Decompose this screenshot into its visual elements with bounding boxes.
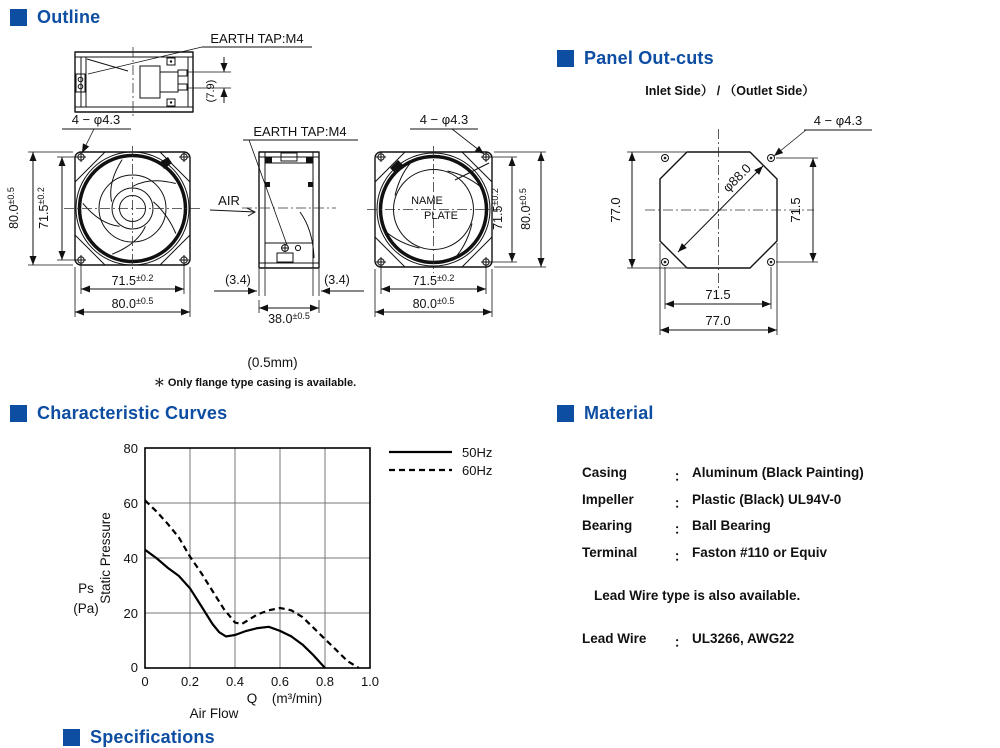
material-colon: ： [674,495,688,511]
outline-tolerance-note: (0.5mm) [247,355,298,370]
material-row-value: Aluminum (Black Painting) [692,465,864,480]
chart-legend [389,445,492,478]
characteristic-curves-section-heading [10,403,227,424]
material-row-label: Impeller [582,491,634,507]
back-holes-label: 4 − φ4.3 [419,112,469,127]
characteristic-curves-title: Characteristic Curves [37,403,228,423]
curve-60Hz [145,500,359,668]
material-row-label: Terminal [582,544,638,560]
nameplate-line1: NAME [411,195,443,207]
panel-outcuts-subtitle: Inlet Side） / （Outlet Side） [645,84,815,98]
outline-back-view [367,112,546,317]
outline-front-view [6,112,200,317]
outline-flange-note: ＊ Only flange type casing is available. [153,377,357,389]
characteristic-chart [73,441,492,721]
xtick-08: 0.8 [315,674,335,689]
section-bullet-icon [557,50,574,67]
material-row-value: Plastic (Black) UL94V-0 [692,491,842,507]
lead-wire-value: UL3266, AWG22 [692,631,795,646]
chart-gridlines [145,448,370,668]
back-dim-715-right: $71.5^{\pm 0.2}$ [490,188,505,230]
y-axis-name: Static Pressure [98,512,113,604]
material-colon: ： [674,522,688,537]
material-colon: ： [674,469,688,484]
material-colon: ： [674,548,688,564]
xtick-0: 0 [141,674,149,689]
y-axis-symbol: Ps [78,581,94,596]
panel-dim-dia: φ88.0 [719,160,755,196]
material-row-label: Casing [582,465,628,480]
ytick-80: 80 [123,441,138,456]
section-bullet-icon [10,9,27,26]
panel-holes-label: 4 − φ4.3 [813,113,863,128]
material-table [582,465,864,565]
outline-title: Outline [37,7,101,27]
xtick-10: 1.0 [360,674,380,689]
back-dim-80-right: $80.0^{\pm 0.5}$ [518,188,533,230]
specifications-section-heading-partial [63,727,215,748]
section-bullet-icon [10,405,27,422]
outline-top-view [75,31,312,117]
earth-tap-label-top: EARTH TAP:M4 [210,31,304,46]
legend-label-50hz: 50Hz [462,445,493,460]
lead-wire-note: Lead Wire type is also available. [594,588,801,603]
y-axis-unit: (Pa) [73,601,99,616]
nameplate-line2: PLATE [423,210,459,222]
ytick-60: 60 [123,496,138,511]
side-dim-34-right: (3.4) [324,273,350,287]
x-axis-name: Air Flow [189,706,239,721]
xtick-02: 0.2 [180,674,200,689]
back-dim-80-bottom: $80.0^{\pm 0.5}$ [412,296,455,311]
x-axis-symbol: Q [246,691,258,706]
section-bullet-icon [63,729,80,746]
lead-wire-row [582,631,794,651]
material-title: Material [584,403,654,423]
panel-dim-715-bottom: 71.5 [705,287,731,302]
side-dim-38: $38.0^{\pm 0.5}$ [268,311,310,326]
front-dim-715-bottom: $71.5^{\pm 0.2}$ [111,273,154,288]
xtick-04: 0.4 [225,674,245,689]
outline-side-view [210,124,364,326]
front-holes-label: 4 − φ4.3 [71,112,121,127]
material-row-value: Ball Bearing [692,518,771,533]
air-flow-label: AIR [218,193,240,208]
material-row-label: Bearing [582,518,633,533]
ytick-40: 40 [123,551,138,566]
panel-outcut-drawing [608,113,872,335]
front-dim-715-left: $71.5^{\pm 0.2}$ [36,187,51,229]
front-dim-80-bottom: $80.0^{\pm 0.5}$ [111,296,154,311]
x-axis-unit: (m³/min) [271,691,323,706]
side-dim-34-left: (3.4) [225,273,251,287]
panel-dim-77-bottom: 77.0 [705,313,731,328]
xtick-06: 0.6 [270,674,290,689]
ytick-0: 0 [130,660,138,675]
panel-dim-715-right: 71.5 [788,197,803,223]
ytick-20: 20 [123,606,138,621]
top-depth-dim: (7.9) [205,79,217,103]
specifications-title: Specifications [90,727,215,747]
material-row-value: Faston #110 or Equiv [692,544,828,560]
back-dim-715-bottom: $71.5^{\pm 0.2}$ [412,273,455,288]
section-bullet-icon [557,405,574,422]
panel-outcuts-section-heading [557,48,714,69]
lead-wire-label: Lead Wire [582,631,647,646]
legend-label-60hz: 60Hz [462,463,493,478]
earth-tap-label-side: EARTH TAP:M4 [253,124,347,139]
panel-outcuts-title: Panel Out-cuts [584,48,714,68]
material-colon: ： [674,635,688,650]
panel-dim-77-left: 77.0 [608,197,623,223]
chart-curves [145,500,359,668]
material-section-heading [557,403,654,424]
outline-section-heading [10,7,100,28]
front-dim-80-left: $80.0^{\pm 0.5}$ [6,187,21,229]
